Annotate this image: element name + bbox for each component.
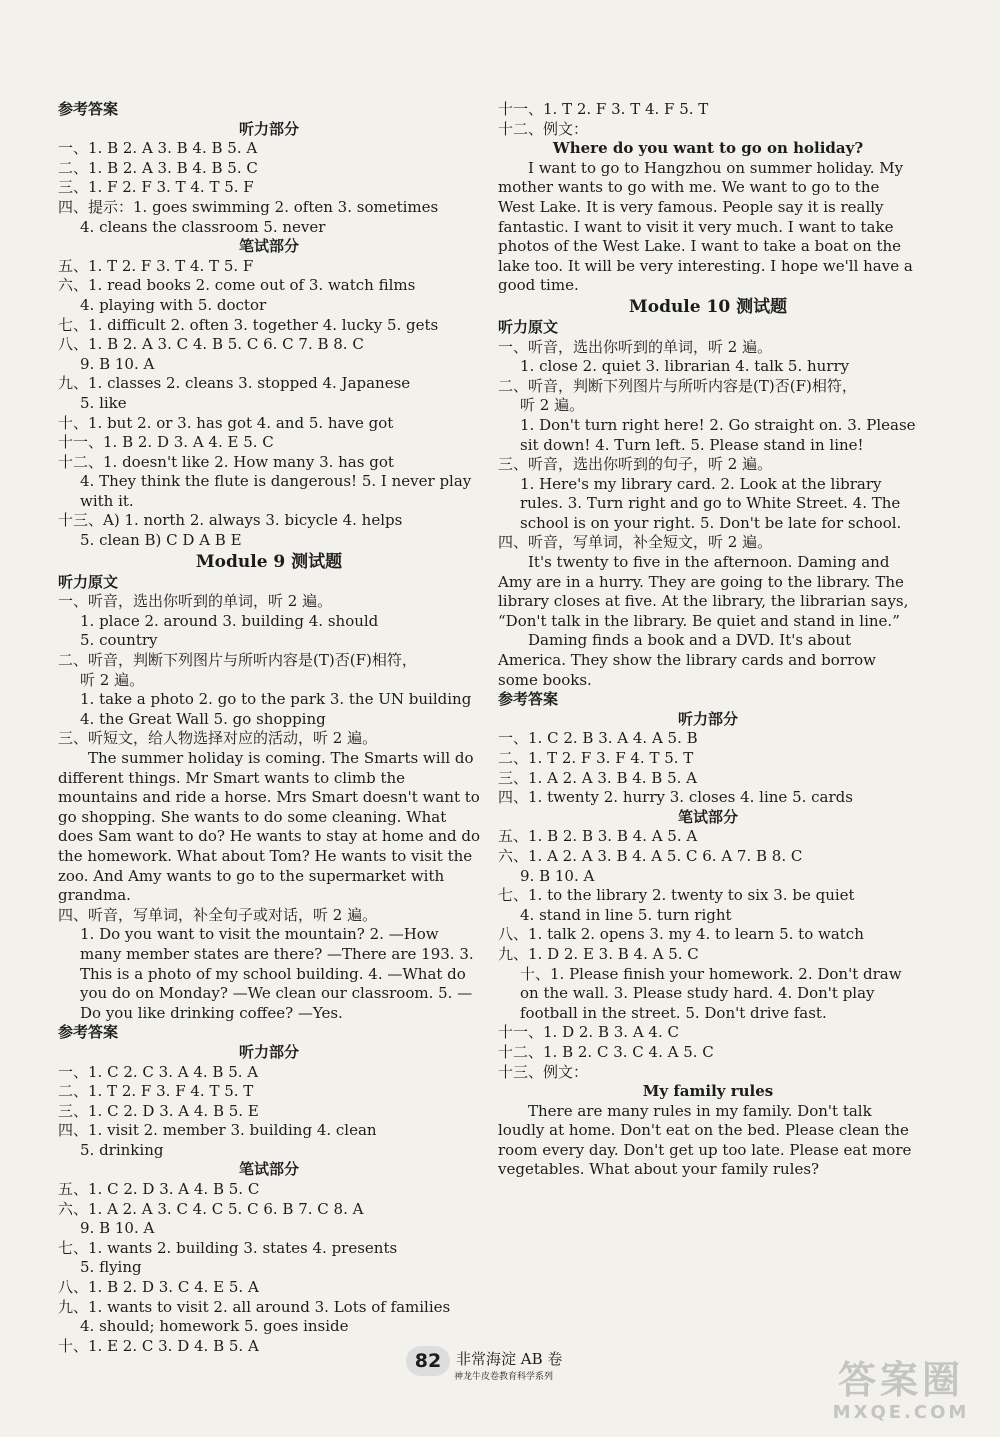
answer-line: 1. place 2. around 3. building 4. should	[80, 611, 379, 630]
answer-line: 十、1. E 2. C 3. D 4. B 5. A	[58, 1336, 259, 1355]
answer-line: 十二、1. doesn't like 2. How many 3. has got	[58, 452, 394, 471]
section-title: Module 9 测试题	[195, 551, 343, 572]
left-column	[58, 100, 480, 1356]
paragraph: It's twenty to five in the afternoon. Daming and Amy are in a hurry. They are going to the library. The library closes at five. At the library, the librarian says, “Don't talk in the library. Be quiet and stand in line.”	[498, 553, 909, 630]
answer-line: 四、听音，写单词，补全短文，听 2 遍。	[498, 533, 773, 552]
answer-line: 九、1. wants to visit 2. all around 3. Lots of families	[58, 1297, 451, 1316]
answer-line: 六、1. read books 2. come out of 3. watch films	[58, 276, 416, 295]
answer-line: 七、1. to the library 2. twenty to six 3. be quiet	[498, 886, 855, 905]
subsection-heading: 听力部分	[238, 1042, 299, 1061]
answer-line: 十一、1. D 2. B 3. A 4. C	[498, 1023, 679, 1042]
subsection-heading: My family rules	[642, 1082, 774, 1101]
answer-line: 十三、例文：	[498, 1062, 589, 1081]
answer-line: 五、1. T 2. F 3. T 4. T 5. F	[58, 256, 254, 275]
answer-line: 十一、1. T 2. F 3. T 4. F 5. T	[498, 100, 709, 118]
section-heading: 参考答案	[498, 690, 559, 709]
answer-line: 一、听音，选出你听到的单词，听 2 遍。	[498, 337, 773, 356]
answer-line: 四、听音，写单词，补全句子或对话，听 2 遍。	[58, 905, 378, 924]
answer-line: 二、1. T 2. F 3. F 4. T 5. T	[498, 749, 694, 767]
answer-line: 四、1. twenty 2. hurry 3. closes 4. line 5. cards	[498, 788, 853, 807]
answer-line: 二、听音，判断下列图片与所听内容是(T)否(F)相符，	[498, 376, 857, 395]
answer-line: 三、听短文，给人物选择对应的活动，听 2 遍。	[58, 729, 378, 748]
answer-line: 听 2 遍。	[520, 396, 585, 415]
answer-line: 9. B 10. A	[520, 866, 595, 885]
answer-line: 五、1. C 2. D 3. A 4. B 5. C	[58, 1180, 260, 1199]
answer-line: 二、1. B 2. A 3. B 4. B 5. C	[58, 158, 258, 177]
section-heading: 听力原文	[58, 572, 119, 591]
answer-line: 9. B 10. A	[80, 1219, 155, 1238]
answer-line: 5. country	[80, 631, 158, 650]
answer-line: 5. drinking	[80, 1140, 164, 1159]
watermark-logo	[810, 1358, 992, 1430]
answer-line: 九、1. classes 2. cleans 3. stopped 4. Japanese	[58, 374, 411, 393]
page-number: 82	[406, 1346, 450, 1376]
answer-line: 5. clean B) C D A B E	[80, 531, 242, 550]
answer-line: 六、1. A 2. A 3. C 4. C 5. C 6. B 7. C 8. A	[58, 1199, 364, 1218]
answer-line: 5. like	[80, 393, 127, 412]
answer-line: 听 2 遍。	[80, 670, 145, 689]
paragraph: 1. Here's my library card. 2. Look at the library rules. 3. Turn right and go to White Street. 4. The school is on your right. 5. Don't be late for school.	[520, 474, 902, 532]
section-heading: 参考答案	[58, 100, 119, 118]
answer-line: 4. the Great Wall 5. go shopping	[80, 709, 326, 728]
answer-line: 十二、例文：	[498, 119, 589, 138]
answer-line: 四、提示：1. goes swimming 2. often 3. sometimes	[58, 197, 439, 216]
answer-line: 九、1. D 2. E 3. B 4. A 5. C	[498, 944, 699, 963]
answer-line: 1. take a photo 2. go to the park 3. the UN building	[80, 690, 472, 709]
answer-line: 八、1. B 2. A 3. C 4. B 5. C 6. C 7. B 8. C	[58, 335, 364, 354]
paragraph: 十、1. Please finish your homework. 2. Don't draw on the wall. 3. Please study hard. 4. Don't play football in the street. 5. Don't drive fast.	[520, 964, 902, 1022]
answer-line: 八、1. B 2. D 3. C 4. E 5. A	[58, 1278, 259, 1297]
series-name: 神龙牛皮卷教育科学系列	[454, 1372, 554, 1382]
answer-line: 六、1. A 2. A 3. B 4. A 5. C 6. A 7. B 8. C	[498, 846, 803, 865]
answer-line: 十一、1. B 2. D 3. A 4. E 5. C	[58, 433, 274, 452]
subsection-heading: 笔试部分	[677, 807, 738, 826]
right-column	[498, 100, 918, 1180]
answer-line: 三、1. A 2. A 3. B 4. B 5. A	[498, 768, 698, 787]
subsection-heading: 听力部分	[238, 119, 299, 138]
answer-line: 四、1. visit 2. member 3. building 4. clean	[58, 1121, 377, 1140]
answer-line: 七、1. difficult 2. often 3. together 4. lucky 5. gets	[58, 315, 439, 334]
section-title: Module 10 测试题	[628, 296, 788, 317]
answer-line: 十三、A) 1. north 2. always 3. bicycle 4. helps	[58, 511, 403, 530]
subsection-heading: 笔试部分	[238, 1160, 299, 1179]
section-heading: 听力原文	[498, 317, 559, 336]
answer-line: 5. flying	[80, 1258, 142, 1277]
answer-line: 一、1. B 2. A 3. B 4. B 5. A	[58, 139, 258, 158]
section-heading: 参考答案	[58, 1023, 119, 1042]
paragraph: There are many rules in my family. Don't talk loudly at home. Don't eat on the bed. Please clean the room every day. Don't get up too late. Please eat more vegetables. What about your family rules?	[498, 1101, 912, 1179]
answer-line: 一、1. C 2. C 3. A 4. B 5. A	[58, 1062, 259, 1081]
answer-line: 三、1. C 2. D 3. A 4. B 5. E	[58, 1101, 259, 1120]
subsection-heading: Where do you want to go on holiday?	[552, 139, 864, 158]
answer-line: 4. playing with 5. doctor	[80, 295, 267, 314]
watermark-main: 答案圈	[837, 1358, 964, 1402]
answer-line: 三、1. F 2. F 3. T 4. T 5. F	[58, 178, 254, 197]
paragraph: 4. They think the flute is dangerous! 5. I never play with it.	[80, 472, 472, 510]
answer-line: 一、1. C 2. B 3. A 4. A 5. B	[498, 729, 698, 748]
paragraph: I want to go to Hangzhou on summer holiday. My mother wants to go with me. We want to go to the West Lake. It is very famous. People say it is really fantastic. I want to visit it very much. I want to take photos of the West Lake. I want to take a boat on the lake too. It will be very interesting. I hope we'll have a good time.	[498, 158, 913, 295]
paragraph: 1. Do you want to visit the mountain? 2. —How many member states are there? —There are 193. 3. This is a photo of my school building. 4. —What do you do on Monday? —We clean our classroom. 5. —Do you like drinking coffee? —Yes.	[80, 925, 474, 1022]
subsection-heading: 笔试部分	[238, 237, 299, 256]
answer-line: 五、1. B 2. B 3. B 4. A 5. A	[498, 827, 698, 846]
book-title: 非常海淀 AB 卷	[456, 1350, 563, 1368]
subsection-heading: 听力部分	[677, 709, 738, 728]
answer-line: 十二、1. B 2. C 3. C 4. A 5. C	[498, 1042, 714, 1061]
answer-line: 二、1. T 2. F 3. F 4. T 5. T	[58, 1082, 254, 1101]
answer-line: 十、1. but 2. or 3. has got 4. and 5. have got	[58, 413, 394, 432]
answer-line: 4. should; homework 5. goes inside	[80, 1317, 349, 1336]
answer-line: 二、听音，判断下列图片与所听内容是(T)否(F)相符，	[58, 651, 417, 670]
answer-line: 三、听音，选出你听到的句子，听 2 遍。	[498, 455, 773, 474]
answer-line: 1. close 2. quiet 3. librarian 4. talk 5. hurry	[520, 357, 850, 376]
answer-line: 七、1. wants 2. building 3. states 4. presents	[58, 1238, 398, 1257]
watermark-sub: MXQE.COM	[832, 1402, 970, 1423]
answer-line: 4. cleans the classroom 5. never	[80, 217, 326, 236]
answer-line: 9. B 10. A	[80, 354, 155, 373]
answer-line: 4. stand in line 5. turn right	[520, 905, 732, 924]
answer-line: 一、听音，选出你听到的单词，听 2 遍。	[58, 592, 333, 611]
answer-line: 八、1. talk 2. opens 3. my 4. to learn 5. to watch	[498, 925, 864, 944]
paragraph: 1. Don't turn right here! 2. Go straight on. 3. Please sit down! 4. Turn left. 5. Please stand in line!	[520, 415, 916, 454]
paragraph: Daming finds a book and a DVD. It's about America. They show the library cards and borrow some books.	[498, 631, 877, 689]
paragraph: The summer holiday is coming. The Smarts will do different things. Mr Smart wants to climb the mountains and ride a horse. Mrs Smart doesn't want to go shopping. She wants to do some cleaning. What does Sam want to do? He wants to stay at home and do the homework. What about Tom? He wants to visit the zoo. And Amy wants to go to the supermarket with grandma.	[58, 749, 480, 905]
